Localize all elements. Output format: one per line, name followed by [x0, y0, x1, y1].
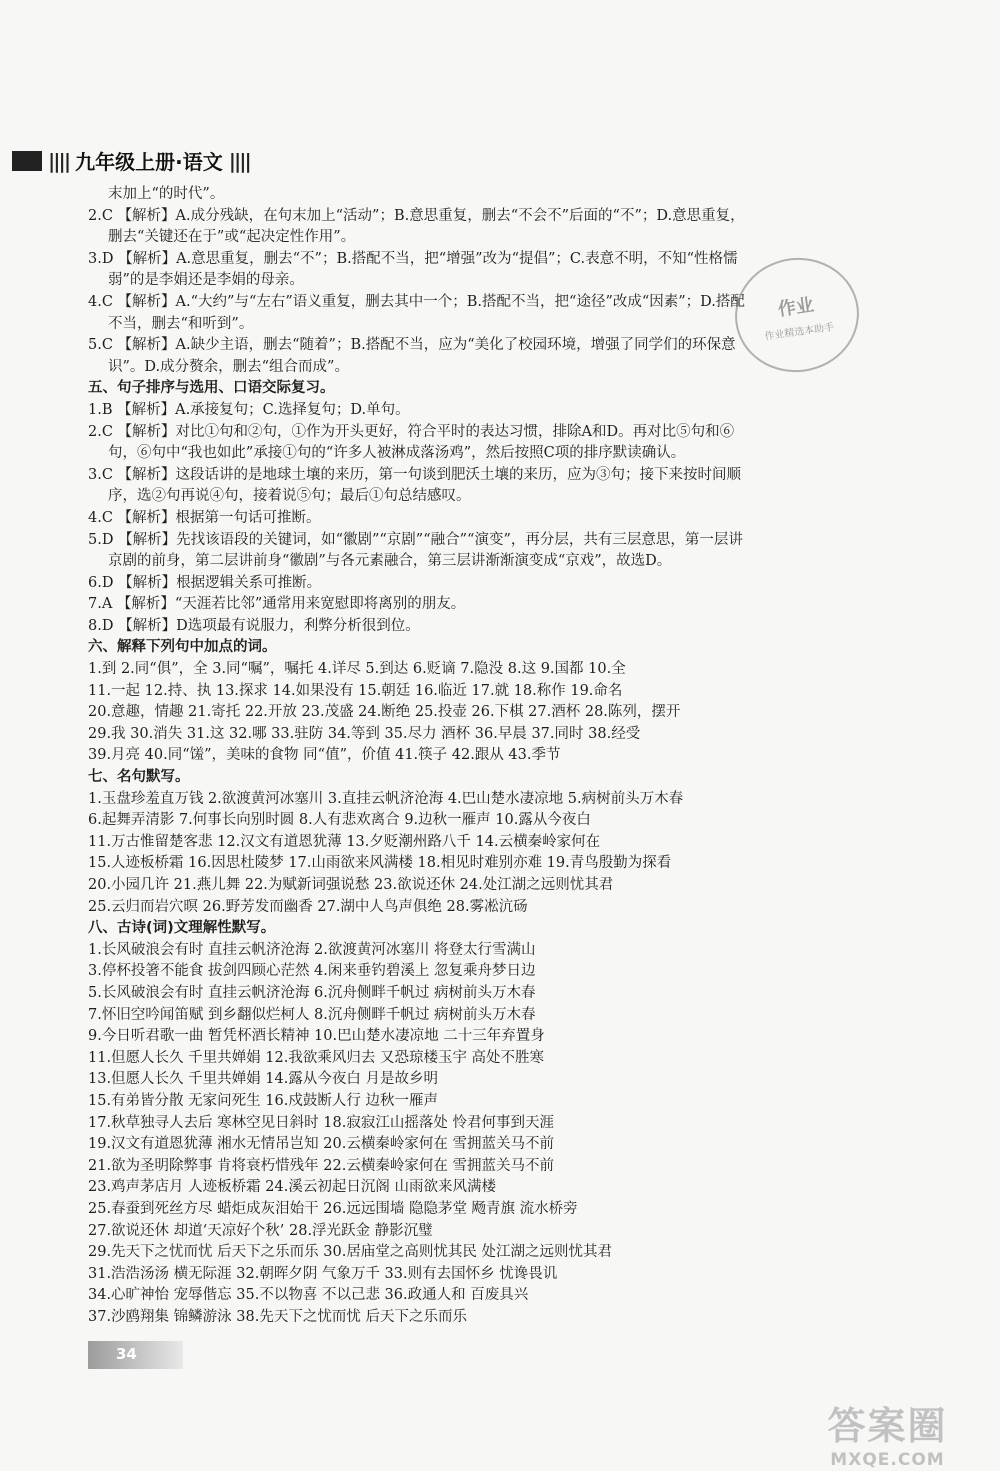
- answer-line: 25.云归而岩穴暝 26.野芳发而幽香 27.湖中人鸟声俱绝 28.雾凇沆砀: [88, 898, 528, 915]
- answer-line: 3.停杯投箸不能食 拔剑四顾心茫然 4.闲来垂钓碧溪上 忽复乘舟梦日边: [88, 963, 536, 980]
- answer-line: 序，选②句再说④句，接着说⑤句；最后①句总结感叹。: [108, 488, 471, 505]
- answer-line: 17.秋草独寻人去后 寒林空见日斜时 18.寂寂江山摇落处 怜君何事到天涯: [88, 1114, 554, 1131]
- answer-line: 4.C 【解析】根据第一句话可推断。: [88, 509, 321, 526]
- answer-line: 20.小园几许 21.燕儿舞 22.为赋新词强说愁 23.欲说还休 24.处江湖之远则忧其君: [88, 877, 614, 893]
- answer-line: 4.C 【解析】A.“大约”与“左右”语义重复，删去其中一个；B.搭配不当，把“途径”改成“因素”；D.搭配: [88, 293, 745, 310]
- answer-line: 15.有弟皆分散 无家问死生 16.戍鼓断人行 边秋一雁声: [88, 1092, 438, 1109]
- watermark-line2: MXQE.COM: [830, 1450, 945, 1470]
- header-bar-block: [12, 151, 42, 171]
- section-heading: 五、句子排序与选用、口语交际复习。: [88, 380, 335, 397]
- answer-line: 3.C 【解析】这段话讲的是地球土壤的来历，第一句谈到肥沃土壤的来历，应为③句；接下来按时间顺: [88, 466, 742, 483]
- watermark-logo: [795, 1395, 980, 1470]
- section-heading: 六、解释下列句中加点的词。: [88, 639, 277, 656]
- answer-line: 23.鸡声茅店月 人迹板桥霜 24.溪云初起日沉阁 山雨欲来风满楼: [88, 1179, 496, 1196]
- answer-line: 29.我 30.消失 31.这 32.哪 33.驻防 34.等到 35.尽力 酒杯 36.早晨 37.同时 38.经受: [88, 725, 641, 742]
- answer-line: 39.月亮 40.同“馐”，美味的食物 同“值”，价值 41.筷子 42.跟从 43.季节: [88, 747, 561, 764]
- answer-line: 1.B 【解析】A.承接复句；C.选择复句；D.单句。: [88, 401, 410, 418]
- answer-line: 13.但愿人长久 千里共婵娟 14.露从今夜白 月是故乡明: [88, 1071, 438, 1088]
- answer-line: 15.人迹板桥霜 16.因思杜陵梦 17.山雨欲来风满楼 18.相见时难别亦难 19.青鸟殷勤为探看: [88, 855, 672, 872]
- answer-line: 1.到 2.同“俱”，全 3.同“嘱”，嘱托 4.详尽 5.到达 6.贬谪 7.隐没 8.这 9.国都 10.全: [88, 661, 626, 678]
- answer-line: 20.意趣，情趣 21.寄托 22.开放 23.茂盛 24.断绝 25.投壶 26.下棋 27.酒杯 28.陈列，摆开: [88, 704, 681, 721]
- answer-line: 8.D 【解析】D选项最有说服力，利弊分析很到位。: [88, 617, 420, 634]
- answer-line: 删去“关键还在于”或“起决定性作用”。: [108, 229, 356, 246]
- stamp-line2: 作业精选本助手: [763, 321, 835, 343]
- answer-line: 5.C 【解析】A.缺少主语，删去“随着”；B.搭配不当，应为“美化了校园环境，增强了同学们的环保意: [88, 337, 736, 354]
- watermark-line1: 答案圈: [827, 1404, 948, 1448]
- answer-line: 1.玉盘珍羞直万钱 2.欲渡黄河冰塞川 3.直挂云帆济沧海 4.巴山楚水凄凉地 5.病树前头万木春: [88, 790, 684, 807]
- answer-line: 34.心旷神怡 宠辱偕忘 35.不以物喜 不以己悲 36.政通人和 百废具兴: [88, 1287, 529, 1304]
- stamp-line1: 作业: [776, 294, 816, 320]
- page-number-badge: [88, 1341, 183, 1369]
- answer-line: 7.A 【解析】“天涯若比邻”通常用来宽慰即将离别的朋友。: [88, 596, 466, 613]
- answer-line: 识”。D.成分赘余，删去“组合而成”。: [108, 358, 349, 375]
- answer-line: 31.浩浩汤汤 横无际涯 32.朝晖夕阴 气象万千 33.则有去国怀乡 忧谗畏讥: [88, 1265, 558, 1282]
- answer-line: 末加上“的时代”。: [108, 186, 225, 202]
- answer-line: 5.D 【解析】先找该语段的关键词，如“徽剧”“京剧”“融合”“演变”，再分层，共有三层意思，第一层讲: [88, 531, 743, 548]
- answer-line: 3.D 【解析】A.意思重复，删去“不”；B.搭配不当，把“增强”改为“提倡”；C.表意不明，不知“性格懦: [88, 250, 738, 267]
- answer-line: 京剧的前身，第二层讲前身“徽剧”与各元素融合，第三层讲渐渐演变成“京戏”，故选D。: [108, 553, 672, 570]
- answer-line: 弱”的是李娟还是李娟的母亲。: [108, 272, 304, 289]
- answer-line: 1.长风破浪会有时 直挂云帆济沧海 2.欲渡黄河冰塞川 将登太行雪满山: [88, 941, 536, 958]
- answer-line: 37.沙鸥翔集 锦鳞游泳 38.先天下之忧而忧 后天下之乐而乐: [88, 1308, 467, 1325]
- answer-line: 27.欲说还休 却道‘天凉好个秋’ 28.浮光跃金 静影沉璧: [88, 1222, 433, 1239]
- section-heading: 七、名句默写。: [88, 769, 190, 786]
- answer-line: 25.春蚕到死丝方尽 蜡炬成灰泪始干 26.远远围墙 隐隐茅堂 飏青旗 流水桥旁: [88, 1200, 578, 1217]
- answer-line: 6.起舞弄清影 7.何事长向别时圆 8.人有悲欢离合 9.边秋一雁声 10.露从今夜白: [88, 812, 591, 829]
- answer-line: 2.C 【解析】A.成分残缺，在句末加上“活动”；B.意思重复，删去“不会不”后面的“不”；D.意思重复，: [88, 207, 745, 224]
- answer-line: 21.欲为圣明除弊事 肯将衰朽惜残年 22.云横秦岭家何在 雪拥蓝关马不前: [88, 1157, 554, 1174]
- answer-line: 9.今日听君歌一曲 暂凭杯酒长精神 10.巴山楚水凄凉地 二十三年弃置身: [88, 1028, 545, 1045]
- answer-line: 6.D 【解析】根据逻辑关系可推断。: [88, 574, 322, 591]
- section-heading: 八、古诗(词)文理解性默写。: [88, 920, 276, 937]
- answer-line: 5.长风破浪会有时 直挂云帆济沧海 6.沉舟侧畔千帆过 病树前头万木春: [88, 984, 536, 1001]
- answer-line: 11.一起 12.持、执 13.探求 14.如果没有 15.朝廷 16.临近 17.就 18.称作 19.命名: [88, 682, 623, 699]
- header-stripes-left: ||||: [48, 148, 70, 173]
- answer-line: 19.汉文有道恩犹薄 湘水无情吊岂知 20.云横秦岭家何在 雪拥蓝关马不前: [88, 1136, 554, 1153]
- answer-line: 2.C 【解析】对比①句和②句，①作为开头更好，符合平时的表达习惯，排除A和D。再对比⑤句和⑥: [88, 423, 735, 440]
- answer-line: 11.但愿人长久 千里共婵娟 12.我欲乘风归去 又恐琼楼玉宇 高处不胜寒: [88, 1049, 545, 1066]
- answer-line: 句，⑥句中“我也如此”承接①句的“许多人被淋成落汤鸡”，然后按照C项的排序默读确认。: [108, 445, 686, 462]
- header-stripes-right: ||||: [228, 148, 250, 173]
- answer-line: 不当，删去“和听到”。: [108, 315, 254, 332]
- answer-line: 7.怀旧空吟闻笛赋 到乡翻似烂柯人 8.沉舟侧畔千帆过 病树前头万木春: [88, 1006, 536, 1023]
- header-title: 九年级上册·语文: [75, 150, 223, 174]
- page-header: [12, 146, 250, 175]
- answer-line: 11.万古惟留楚客悲 12.汉文有道恩犹薄 13.夕贬潮州路八千 14.云横秦岭家何在: [88, 833, 601, 850]
- answer-line: 29.先天下之忧而忧 后天下之乐而乐 30.居庙堂之高则忧其民 处江湖之远则忧其君: [88, 1244, 612, 1261]
- page-number: 34: [116, 1345, 137, 1363]
